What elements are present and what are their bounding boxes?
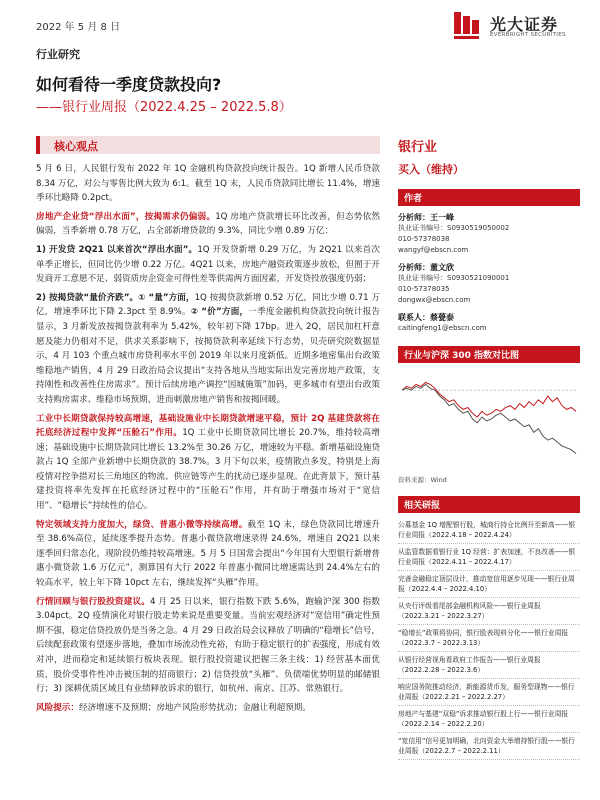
report-date: 2022 年 5 月 8 日 (36, 22, 121, 33)
main-body (36, 162, 380, 719)
paragraph-intro: 5 月 6 日，人民银行发布 2022 年 1Q 金融机构贷款投向统计报告。1Q 新增人民币贷款 8.34 万亿，对公与零售比例大致为 6:1。截至 1Q 末，人民币贷款同比增长 11.4%，增速季环比略降 0.2pct。 (36, 164, 380, 204)
paragraph-text: 截至 1Q 末，绿色贷款同比增速升至 38.6%高位，延续逐季提升态势。普惠小微贷款增速录得 24.6%，增速自 2Q21 以来逐季回归常态化，现阶段仍维持较高增速。5 月 5 日国常会提出“今年国有大型银行新增普惠小微贷款 1.6 万亿元”，测算国有大行 2022 年普惠小微同比增速需达到 24.4%左右的较高水平，较上年下降 10pct 左右，继续发挥“头雁”作用。 (36, 519, 380, 589)
core-view-label: 核心观点 (54, 140, 98, 153)
analyst-cert: 执业证书编号：S0930519050002 (398, 224, 510, 232)
paragraph-mortgage (36, 291, 380, 408)
analyst-name: 分析师：董文欣 (398, 263, 454, 272)
analyst-phone: 010-57378038 (398, 235, 450, 243)
paragraph-text: 1Q 工业中长期贷款同比增长 20.7%，维持较高增速；基础设施中长期贷款同比增长 13.2%至 30.26 万亿，增速较为平稳。新增基础设施贷款占 1Q 全部产业新增中长期贷款的 38.7%。3 月下旬以来，疫情散点多发，特别是上海疫情对控争措对长三角地区的物流、供应链等产生的扰动已逐步显现。在此背景下，预计基建投资将率先发挥在托底经济过程中的“压舱石”作用，并有助于增强市场对于“宽信用”、“稳增长”持续性的信心。 (36, 428, 380, 512)
page-title: 如何看待一季度贷款投向? (36, 75, 222, 94)
broker-logo (452, 10, 582, 44)
paragraph-lead: 2) 按揭贷款“量价齐跌”。① “量”方面， (36, 292, 195, 303)
related-report-item[interactable]: “稳增长”政策将协同，银行股表现料分化——银行业周报（2022.3.7 – 2022.3.13） (398, 625, 580, 652)
paragraph-text: 1Q 房地产贷款增长环比改善，但态势依然偏弱，当季新增 0.78 万亿，占全部新增贷款的 9.3%，同比少增 0.89 万亿： (36, 211, 380, 237)
paragraph-text: 一季度金融机构贷款投向统计报告显示，3 月新发放按揭贷款利率为 5.42%，较年初下降 17bp。进入 2Q，居民加杠杆意愿及能力仍相对不足，供求关系影响下，按揭贷款利率延续下行态势，贝壳研究院数据显示，4 月 103 个重点城市房贷利率水平创 2019 年以来月度新低。近期多地密集出台政策维稳地产销售，4 月 29 日政治局会议提出“支持各地从当地实际出发完善房地产政策，支持刚性和改善性住房需求”。预计后续房地产调控“因城施策”加码，更多城市有望出台政策支持购房需求、维稳市场预期，进而刺激房地产销售和按揭回暖。 (36, 307, 380, 405)
sidebar (398, 136, 580, 760)
paragraph-dev-loans (36, 243, 380, 287)
chart-canvas (398, 365, 580, 473)
chart-background (398, 365, 580, 473)
paragraph-lead: 特定领域支持力度加大，绿贷、普惠小微等持续高增。 (36, 519, 248, 530)
sector-name: 银行业 (398, 140, 438, 155)
paragraph-market-review (36, 595, 380, 697)
contact-email[interactable]: caitingfeng1@ebscn.com (398, 324, 487, 332)
paragraph-lead: 1) 开发贷 2Q21 以来首次“浮出水面”。 (36, 244, 198, 255)
analyst-phone: 010-57378035 (398, 285, 450, 293)
paragraph-text: 1Q 按揭贷款新增 0.52 万亿，同比少增 0.71 万亿，增速季环比下降 2.3pct 至 8.9%。 (36, 292, 380, 318)
related-header: 相关研报 (398, 496, 580, 513)
related-report-item[interactable]: 响应国务院推动经济，新能源货币发，服务型现物——银行业周报（2022.2.21 – 2022.2.27） (398, 679, 580, 706)
paragraph-lead: 房地产企业贷“浮出水面”，按揭需求仍偏弱。 (36, 211, 216, 222)
logo-name: 光大证券 (490, 15, 559, 34)
contact-card (398, 312, 580, 334)
analyst-card (398, 262, 580, 306)
paragraph-green-loans (36, 518, 380, 591)
analyst-email[interactable]: wangyf@ebscn.com (398, 246, 469, 254)
authors-header: 作者 (398, 189, 580, 206)
paragraph-industry (36, 412, 380, 514)
paragraph-text: 1Q 开发贷新增 0.29 万亿，为 2Q21 以来首次单季正增长，但同比仍少增 0.22 万亿。4Q21 以来，房地产融资政策逐步放松，但囿于开发商开工意愿不足、弱资质房企资金可得性差等供需两方面因素，开发贷投放强度仍弱； (36, 244, 380, 285)
analyst-cert: 执业证书编号：S0930521090001 (398, 274, 510, 282)
logo-subtitle: EVERBRIGHT SECURITIES (490, 32, 566, 38)
analyst-card (398, 212, 580, 256)
core-view-header (36, 136, 380, 154)
related-reports-list (398, 517, 580, 760)
contact-name: 联系人：蔡甍泰 (398, 313, 454, 322)
paragraph-lead: ② “价”方面， (190, 307, 249, 318)
related-report-item[interactable]: 从银行经营视角看政府工作报告——银行业周报（2022.2.28 – 2022.3.6） (398, 652, 580, 679)
related-report-item[interactable]: 从央行评级看尾部金融机构风险——银行业周报（2022.3.21 – 2022.3.27） (398, 598, 580, 625)
rating-label: 买入（维持） (398, 163, 464, 176)
paragraph-text: 经济增速不及预期；房地产风险形势扰动；金融让利超预期。 (78, 702, 312, 713)
related-report-item[interactable]: 公募基金 1Q 增配银行股，城商行持仓比例升至新高——银行业周报（2022.4.18 – 2022.4.24） (398, 517, 580, 544)
page-subtitle: ——银行业周报（2022.4.25 – 2022.5.8） (36, 100, 292, 115)
related-report-item[interactable]: 房地产与基建“双稳”诉求推动银行股上行——银行业周报（2022.2.14 – 2022.2.20） (398, 706, 580, 733)
related-report-item[interactable]: 从监管数据看银行业 1Q 经营：扩表加速，不良改善——银行业周报（2022.4.11 – 2022.4.17） (398, 544, 580, 571)
paragraph-real-estate (36, 210, 380, 239)
related-report-item[interactable]: 完善金融稳定顶层设计，推动宽信用逐步见现——银行业周报（2022.4.4 – 2022.4.10） (398, 571, 580, 598)
analyst-email[interactable]: dongwx@ebscn.com (398, 296, 471, 304)
report-category: 行业研究 (36, 48, 80, 61)
related-report-item[interactable]: “宽信用”信号更加明确，北向资金大举增持银行股——银行业周报（2022.2.7 – 2022.2.11） (398, 733, 580, 760)
paragraph-text: 4 月 25 日以来，银行指数下跌 5.6%，跑输沪深 300 指数 3.04pct。2Q 疫情演化对银行股走势来说是重要变量。当前宏观经济对“宽信用”确定性预期不强，稳定信贷投放仍是当务之急。4 月 29 日政治局会议释放了明确的“稳增长”信号，后续配套政策有望逐步落地，叠加市场流动性充裕，有助于稳定银行的扩表强度，形成有效对冲，进而稳定和延续银行板块表现。银行股投资建议把握三条主线：1) 经营基本面优质，股价受事件性冲击被压制的招商银行；2) 信贷投放“头雁”、负债端优势明显的邮储银行；3) 深耕优质区域且有业绩释放诉求的银行，如杭州、南京、江苏、常熟银行。 (36, 596, 380, 695)
index-comparison-chart (398, 365, 580, 473)
analyst-name: 分析师：王一峰 (398, 213, 454, 222)
paragraph-risk (36, 701, 380, 716)
sun-logo-icon (452, 10, 482, 42)
paragraph-lead: 风险提示： (36, 702, 79, 713)
paragraph-lead: 行情回顾与银行股投资建议。 (36, 596, 151, 607)
chart-source: 资料来源：Wind (398, 476, 447, 484)
paragraph-lead: 工业中长期贷款保持较高增速，基础设施业中长期贷款增速平稳，预计 2Q 基建贷款将在托底经济过程中发挥“压舱石”作用。 (36, 413, 380, 439)
chart-header: 行业与沪深 300 指数对比图 (398, 346, 580, 363)
